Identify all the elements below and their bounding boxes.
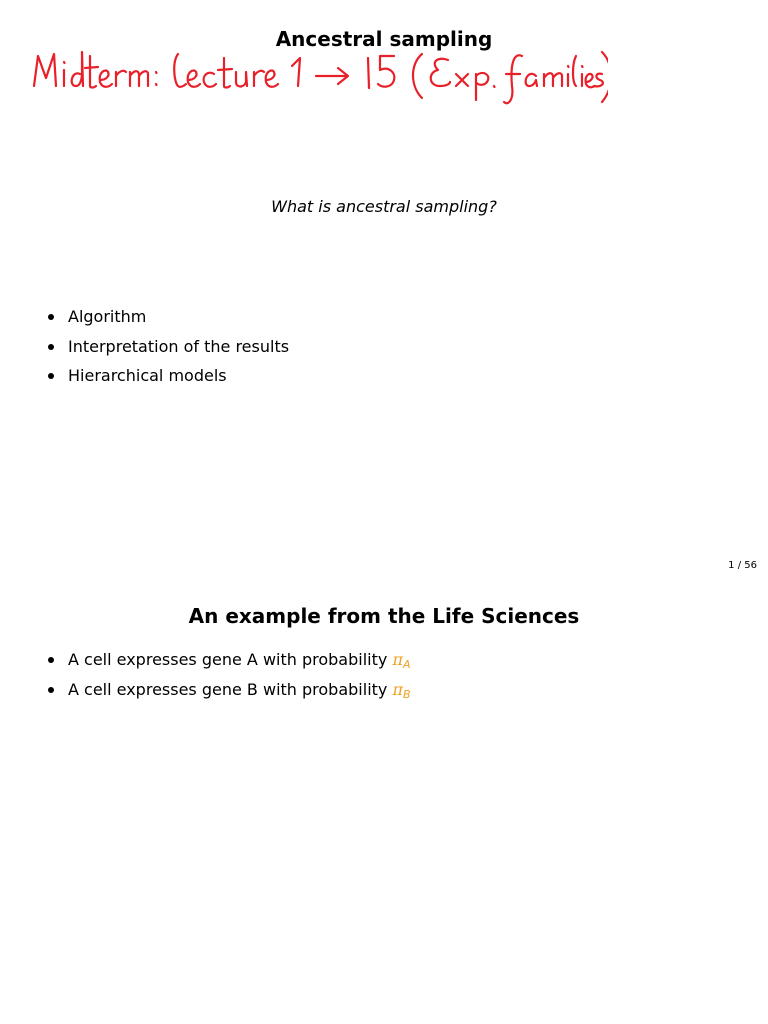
bullet-icon (48, 687, 54, 693)
slide-title: An example from the Life Sciences (188, 604, 580, 628)
bullet-list (46, 648, 411, 707)
math-symbol: $\pi_B$ (392, 679, 411, 701)
list-item (46, 305, 289, 335)
list-item (46, 335, 289, 365)
list-item-text: A cell expresses gene B with probability (68, 679, 393, 699)
handwritten-annotation (28, 42, 608, 112)
question-text: What is ancestral sampling? (271, 197, 497, 216)
list-item (46, 678, 411, 708)
bullet-list (46, 305, 289, 394)
math-symbol: $\pi_A$ (392, 650, 411, 671)
bullet-icon (48, 344, 54, 350)
slide-title: Ancestral sampling (275, 27, 493, 51)
bullet-icon (48, 657, 54, 663)
list-item-text: Interpretation of the results (68, 336, 290, 356)
list-item-text: Hierarchical models (68, 366, 227, 385)
list-item-text: Algorithm (68, 307, 147, 326)
page-number: 1 / 56 (728, 560, 757, 571)
list-item (46, 648, 411, 678)
bullet-icon (48, 373, 54, 379)
slide-2 (0, 584, 768, 1024)
list-item-text: A cell expresses gene A with probability (68, 650, 393, 669)
list-item (46, 364, 289, 394)
bullet-icon (48, 314, 54, 320)
